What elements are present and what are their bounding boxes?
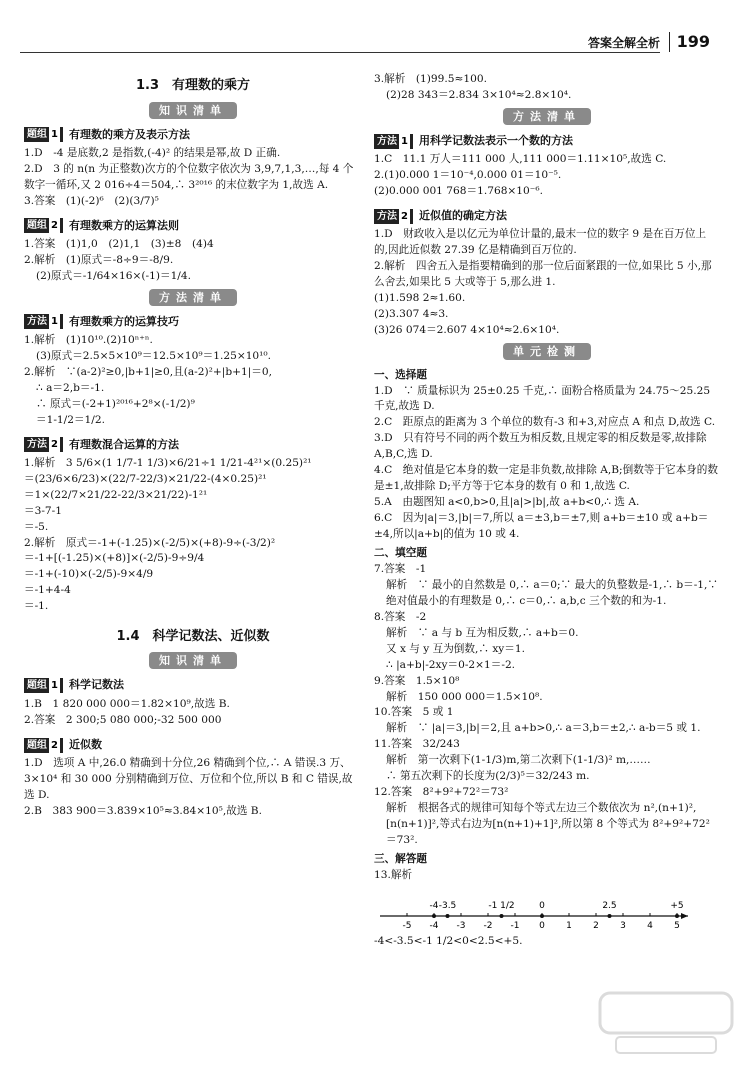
answer-line: 12.答案 8²+9²+72²＝73² <box>374 785 509 798</box>
answer-line: ∴ |a+b|-2xy＝0-2×1＝-2. <box>386 658 516 671</box>
point-marker <box>675 914 679 918</box>
answer-line: (1)1.598 2≈1.60. <box>374 292 466 305</box>
answer-line: 6.C 因为|a|＝3,|b|＝7,所以 a＝±3,b＝±7,则 a+b＝±10 或 a+b＝±4,所以|a+b|的值为 10 或 4. <box>374 511 709 540</box>
answer-line: 5.A 由题图知 a<0,b>0,且|a|>|b|,故 a+b<0,∴ 选 A. <box>374 495 640 508</box>
method-1-heading <box>24 314 362 331</box>
group-title: 科学记数法 <box>68 678 124 692</box>
tick-label: -4 <box>429 921 439 932</box>
answer-line: 8.答案 -2 <box>374 611 427 624</box>
answer-line: 解析 ∵ |a|＝3,|b|＝2,且 a+b>0,∴ a＝3,b＝±2,∴ a-b＝5 或 1. <box>386 722 701 735</box>
left-column <box>24 72 362 820</box>
answer-line: (2)28 343＝2.834 3×10⁴≈2.8×10⁴. <box>386 88 572 101</box>
answer-line: 9.答案 1.5×10⁸ <box>374 674 460 687</box>
group-3-heading <box>24 677 362 694</box>
answer-line: -4<-3.5<-1 1/2<0<2.5<+5. <box>374 935 523 948</box>
answer-line: ＝-1+[(-1.25)×(+8)]×(-2/5)-9÷9/4 <box>24 552 205 565</box>
subsection-choice: 一、选择题 <box>374 368 427 381</box>
answer-line: 2.B 383 900＝3.839×10⁵≈3.84×10⁵,故选 B. <box>24 804 262 817</box>
tick-label: 1 <box>566 921 572 932</box>
banner-method-list: 方法清单 <box>503 108 591 125</box>
subsection-solve: 三、解答题 <box>374 853 427 866</box>
answer-line: 1.D -4 是底数,2 是指数,(-4)² 的结果是幂,故 D 正确. <box>24 147 281 159</box>
answer-line: ＝-1+4-4 <box>24 584 71 597</box>
answer-line: 又 x 与 y 互为倒数,∴ xy＝1. <box>386 642 525 655</box>
tick-label: 4 <box>647 921 653 932</box>
group-1-heading <box>24 127 362 144</box>
subsection-fill: 二、填空题 <box>374 547 427 560</box>
answer-line: ＝1-1/2＝1/2. <box>36 413 105 426</box>
method-title: 用科学记数法表示一个数的方法 <box>418 133 573 147</box>
banner-knowledge-list: 知识清单 <box>149 102 237 119</box>
answer-line: ∴ 第五次剩下的长度为(2/3)⁵＝32/243 m. <box>386 769 590 782</box>
answer-line: 解析 根据各式的规律可知每个等式左边三个数依次为 n²,(n+1)²,[n(n+1)]²,等式右边为[n(n+1)+1]²,所以第 8 个等式为 8²+9²+72²＝73². <box>386 801 710 846</box>
answer-line: 3.答案 (1)(-2)⁶ (2)(3/7)⁵ <box>24 194 159 207</box>
answer-line: ＝(23/6×6/23)×(22/7-22/3)×21/22-(4×0.25)²¹ <box>24 472 267 485</box>
method-tag: 方法 2 <box>24 437 63 452</box>
tick-label: 3 <box>620 921 626 932</box>
point-label: -1 1/2 <box>488 901 515 912</box>
method-2-heading <box>374 208 720 225</box>
answer-line: (3)原式＝2.5×5×10⁹＝12.5×10⁹＝1.25×10¹⁰. <box>36 350 272 363</box>
answer-line: 2.答案 2 300;5 080 000;-32 500 000 <box>24 713 222 726</box>
answer-line: 2.解析 原式＝-1+(-1.25)×(-2/5)×(+8)-9÷(-3/2)² <box>24 536 276 549</box>
method-title: 有理数乘方的运算技巧 <box>68 314 179 328</box>
point-marker <box>446 914 450 918</box>
answer-line: 7.答案 -1 <box>374 563 427 576</box>
point-marker <box>432 914 436 918</box>
point-label: -3.5 <box>438 901 457 912</box>
page-number: 199 <box>676 32 710 51</box>
tick-label: 2 <box>593 921 599 932</box>
method-title: 有理数混合运算的方法 <box>68 437 179 451</box>
method-tag: 方法 1 <box>374 134 413 149</box>
group-2-heading <box>24 218 362 235</box>
section-1-4-title: 1.4 科学记数法、近似数 <box>116 628 270 644</box>
answer-line: 11.答案 32/243 <box>374 738 460 751</box>
point-marker <box>608 914 612 918</box>
axis-arrow-icon <box>681 913 688 919</box>
banner-unit-test: 单元检测 <box>503 343 591 360</box>
header-separator <box>669 32 671 52</box>
banner-method-list: 方法清单 <box>149 289 237 306</box>
answer-line: 2.解析 (1)原式＝-8÷9＝-8/9. <box>24 253 174 266</box>
tick-label: 5 <box>674 921 680 932</box>
answer-line: (3)26 074＝2.607 4×10⁴≈2.6×10⁴. <box>374 323 560 336</box>
group-4-heading <box>24 737 362 754</box>
answer-line: ∴ a＝2,b＝-1. <box>36 381 105 394</box>
point-marker <box>540 914 544 918</box>
group-title: 近似数 <box>68 737 102 751</box>
answer-line: 2.(1)0.000 1＝10⁻⁴,0.000 01＝10⁻⁵. <box>374 169 562 182</box>
tick-label: -5 <box>402 921 412 932</box>
group-title: 有理数的乘方及表示方法 <box>68 127 190 141</box>
answer-line: 1.D 财政收入是以亿元为单位计量的,最末一位的数字 9 是在百万位上的,因此近似数 27.39 亿是精确到百万位的. <box>374 228 707 257</box>
answer-line: ∴ 原式＝(-2+1)²⁰¹⁶+2⁸×(-1/2)⁹ <box>36 397 195 410</box>
method-1-heading <box>374 133 720 150</box>
group-tag: 题组 2 <box>24 738 63 753</box>
answer-line: 解析 ∵ a 与 b 互为相反数,∴ a+b＝0. <box>386 626 579 639</box>
answer-line: 2.解析 ∵(a-2)²≥0,|b+1|≥0,且(a-2)²+|b+1|＝0, <box>24 366 272 379</box>
answer-line: 3.解析 (1)99.5≈100. <box>374 73 487 85</box>
answer-line: 10.答案 5 或 1 <box>374 706 454 719</box>
answer-line: 1.D ∵ 质量标识为 25±0.25 千克,∴ 面粉合格质量为 24.75～25.25 千克,故选 D. <box>374 384 714 413</box>
answer-line: ＝-1+(-10)×(-2/5)-9×4/9 <box>24 568 154 581</box>
answer-line: 1.D 选项 A 中,26.0 精确到十分位,26 精确到个位,∴ A 错误.3 万、3×10⁴ 和 30 000 分别精确到万位、万位和个位,所以 B 和 C 错误,故选 D. <box>24 757 353 802</box>
answer-line: 解析 150 000 000＝1.5×10⁸. <box>386 690 543 703</box>
answer-line: 1.答案 (1)1,0 (2)1,1 (3)±8 (4)4 <box>24 238 214 251</box>
method-tag: 方法 1 <box>24 314 63 329</box>
answer-line: ＝-5. <box>24 520 49 533</box>
tick-label: -3 <box>456 921 466 932</box>
group-tag: 题组 2 <box>24 218 63 233</box>
answer-line: 解析 ∵ 最小的自然数是 0,∴ a＝0;∵ 最大的负整数是-1,∴ b＝-1,∵ 绝对值最小的有理数是 0,∴ c＝0,∴ a,b,c 三个数的和为-1. <box>386 579 722 608</box>
group-tag: 题组 1 <box>24 127 63 142</box>
method-title: 近似值的确定方法 <box>418 208 507 222</box>
answer-line: 2.C 距原点的距离为 3 个单位的数有-3 和+3,对应点 A 和点 D,故选 C. <box>374 416 716 429</box>
answer-line: (2)0.000 001 768＝1.768×10⁻⁶. <box>374 185 543 198</box>
answer-line: 解析 第一次剩下(1-1/3)m,第二次剩下(1-1/3)² m,…… <box>386 754 651 767</box>
answer-line: 1.解析 3 5/6×(1 1/7-1 1/3)×6/21÷1 1/21-4²¹×(0.25)²¹ <box>24 457 312 470</box>
group-title: 有理数乘方的运算法则 <box>68 218 179 232</box>
answer-line: 1.C 11.1 万人＝111 000 人,111 000＝1.11×10⁵,故选 C. <box>374 153 667 166</box>
point-label: +5 <box>670 901 684 912</box>
right-column <box>374 72 720 950</box>
answer-line: 2.D 3 的 n(n 为正整数)次方的个位数字依次为 3,9,7,1,3,…,每 4 个数字一循环,又 2 016÷4＝504,∴ 3²⁰¹⁶ 的末位数字为 1,故选 A. <box>24 162 354 191</box>
tick-label: -2 <box>483 921 493 932</box>
header-title: 答案全解全析 <box>587 36 660 50</box>
answer-line: (2)原式＝-1/64×16×(-1)＝1/4. <box>36 269 191 282</box>
answer-line: 3.D 只有符号不同的两个数互为相反数,且规定零的相反数是零,故排除 A,B,C,选 D. <box>374 432 710 461</box>
answer-line: 1.解析 (1)10¹⁰.(2)10ⁿ⁺ⁿ. <box>24 334 153 347</box>
point-label: -4 <box>429 901 439 912</box>
point-label: 2.5 <box>602 901 617 912</box>
number-line <box>374 890 694 934</box>
answer-line: 4.C 绝对值是它本身的数一定是非负数,故排除 A,B;倒数等于它本身的数是±1,故排除 D;平方等于它本身的数有 0 和 1,故选 C. <box>374 464 718 492</box>
answer-line: (2)3.307 4≈3. <box>374 307 449 320</box>
answer-line: 2.解析 四舍五入是指要精确到的那一位后面紧跟的一位,如果比 5 小,那么舍去,如果比 5 大或等于 5,那么进 1. <box>374 260 712 289</box>
answer-line: 13.解析 <box>374 869 413 882</box>
answer-line: 1.B 1 820 000 000＝1.82×10⁹,故选 B. <box>24 697 230 710</box>
method-tag: 方法 2 <box>374 209 413 224</box>
section-1-3-title: 1.3 有理数的乘方 <box>135 78 251 93</box>
number-line-figure <box>374 890 720 934</box>
watermark-logo <box>596 989 736 1059</box>
method-2-heading <box>24 437 362 454</box>
header-rule <box>20 52 660 53</box>
point-marker <box>500 914 504 918</box>
point-label: 0 <box>539 901 545 912</box>
answer-line: ＝-1. <box>24 600 49 613</box>
tick-label: -1 <box>510 921 520 932</box>
page-header <box>20 30 730 60</box>
tick-label: 0 <box>539 921 545 932</box>
group-tag: 题组 1 <box>24 678 63 693</box>
answer-line: ＝3-7-1 <box>24 504 62 517</box>
banner-knowledge-list: 知识清单 <box>149 652 237 669</box>
answer-line: ＝1×(22/7×21/22-22/3×21/22)-1²¹ <box>24 488 208 501</box>
